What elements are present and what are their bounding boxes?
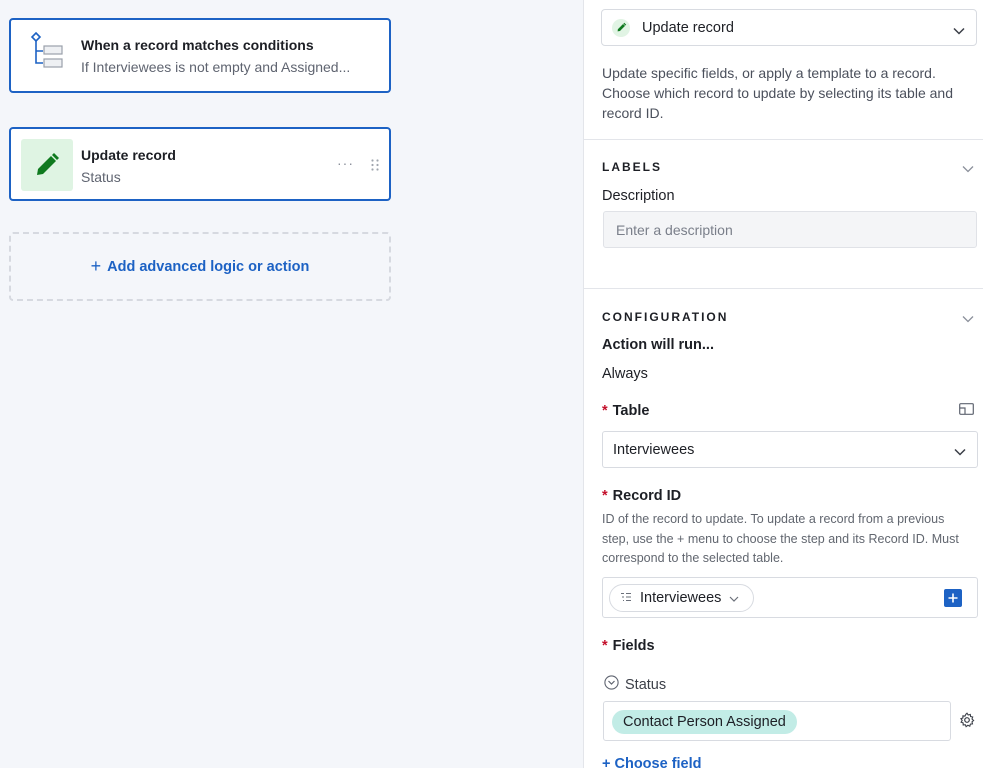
choose-field-link[interactable]: + Choose field xyxy=(602,756,702,768)
trigger-card[interactable] xyxy=(9,18,391,93)
table-select[interactable] xyxy=(602,431,978,468)
plus-icon xyxy=(948,593,958,603)
labels-heading: LABELS xyxy=(602,160,662,174)
fields-label xyxy=(602,638,655,654)
pencil-icon xyxy=(612,19,630,37)
action-run-label: Action will run... xyxy=(602,337,714,353)
action-type-select[interactable] xyxy=(601,9,977,46)
record-id-token-label: Interviewees xyxy=(640,590,722,606)
table-view-icon[interactable] xyxy=(959,402,974,420)
required-mark: * xyxy=(602,488,608,504)
plus-icon: + xyxy=(90,256,102,276)
action-card[interactable] xyxy=(9,127,391,201)
record-id-input[interactable] xyxy=(602,577,978,618)
description-input[interactable]: Enter a description xyxy=(603,211,977,248)
action-description: Update specific fields, or apply a template to a record. Choose which record to update by selecting its table and record ID. xyxy=(602,65,953,121)
conditions-icon xyxy=(25,29,69,73)
divider xyxy=(584,139,983,140)
table-label xyxy=(602,403,649,419)
drag-handle-icon[interactable] xyxy=(371,158,379,176)
config-panel xyxy=(583,0,983,768)
trigger-subtitle: If Interviewees is not empty and Assigned... xyxy=(81,59,351,75)
fields-label-text: Fields xyxy=(612,638,655,654)
chevron-down-icon xyxy=(729,590,739,606)
required-mark: * xyxy=(602,403,608,419)
action-title: Update record xyxy=(81,147,176,163)
chevron-down-icon xyxy=(953,22,965,40)
gear-icon[interactable] xyxy=(959,712,975,733)
collapse-configuration-icon[interactable] xyxy=(962,310,974,328)
divider xyxy=(584,288,983,289)
insert-data-button[interactable] xyxy=(944,589,962,607)
required-mark: * xyxy=(602,638,608,654)
chevron-down-icon xyxy=(954,444,966,460)
pencil-icon xyxy=(21,139,73,191)
status-chip[interactable]: Contact Person Assigned xyxy=(612,710,797,734)
status-field-label: Status xyxy=(625,676,667,693)
add-logic-button[interactable] xyxy=(9,232,391,301)
status-field-header[interactable] xyxy=(604,675,666,694)
collapse-circle-icon[interactable] xyxy=(604,675,619,694)
table-value: Interviewees xyxy=(613,441,695,458)
collapse-labels-icon[interactable] xyxy=(962,160,974,178)
record-id-token[interactable] xyxy=(609,584,754,612)
record-id-label-text: Record ID xyxy=(612,488,682,504)
list-icon xyxy=(620,590,632,606)
record-id-label xyxy=(602,488,681,504)
table-label-text: Table xyxy=(612,403,650,419)
description-label: Description xyxy=(602,188,675,204)
trigger-title: When a record matches conditions xyxy=(81,37,314,53)
action-type-label: Update record xyxy=(642,19,734,36)
configuration-heading: CONFIGURATION xyxy=(602,310,729,324)
action-subtitle: Status xyxy=(81,169,121,185)
action-run-value[interactable]: Always xyxy=(602,366,648,382)
status-value-input[interactable] xyxy=(603,701,951,741)
add-logic-label: Add advanced logic or action xyxy=(107,258,310,275)
more-options-icon[interactable]: ··· xyxy=(337,155,354,171)
record-id-help: ID of the record to update. To update a record from a previous step, use the + menu to choose the step and its Record ID. Must correspond to the selected table. xyxy=(602,512,959,565)
